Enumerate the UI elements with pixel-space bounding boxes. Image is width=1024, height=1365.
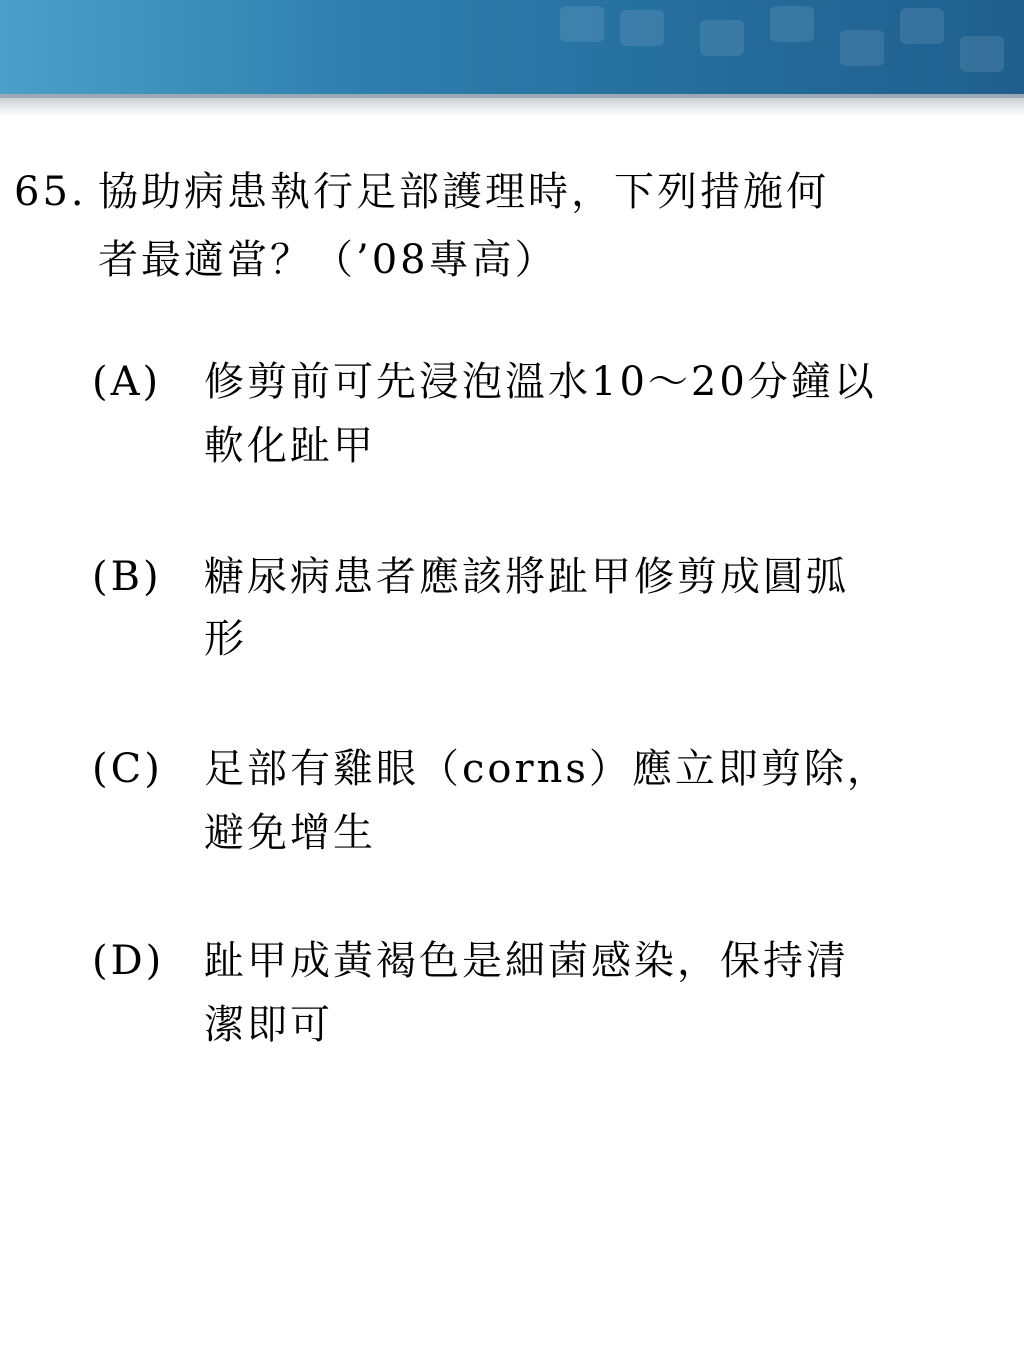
option-a-text-line-2: 軟化趾甲 [204,423,376,469]
header-shadow [0,98,1024,116]
option-b-label: (B) [92,554,162,600]
option-b-text-line-2: 形 [204,616,247,662]
header-bar [0,0,1024,94]
question-text-line-2: 者最適當？（’08專高） [98,237,558,283]
header-decor-tile [560,6,604,42]
option-c-text-line-2: 避免增生 [204,810,376,856]
option-a-text-line-1: 修剪前可先浸泡溫水10～20分鐘以 [204,359,877,405]
header-decor-tile [840,30,884,66]
header-decor-tile [770,6,814,42]
option-d-text-line-1: 趾甲成黃褐色是細菌感染，保持清 [204,938,849,984]
header-decor-tile [960,36,1004,72]
header-decor-tile [620,10,664,46]
option-d-text-line-2: 潔即可 [204,1002,333,1048]
option-c-label: (C) [92,746,163,792]
option-d-label: (D) [92,938,165,984]
question-text-line-1: 協助病患執行足部護理時，下列措施何 [98,169,829,215]
option-c-text-line-1: 足部有雞眼（corns）應立即剪除， [204,746,890,792]
question-number: 65. [14,169,87,215]
header-decor-tile [900,8,944,44]
option-a-label: (A) [92,359,162,405]
header-decor-tile [700,20,744,56]
option-b-text-line-1: 糖尿病患者應該將趾甲修剪成圓弧 [204,554,849,600]
